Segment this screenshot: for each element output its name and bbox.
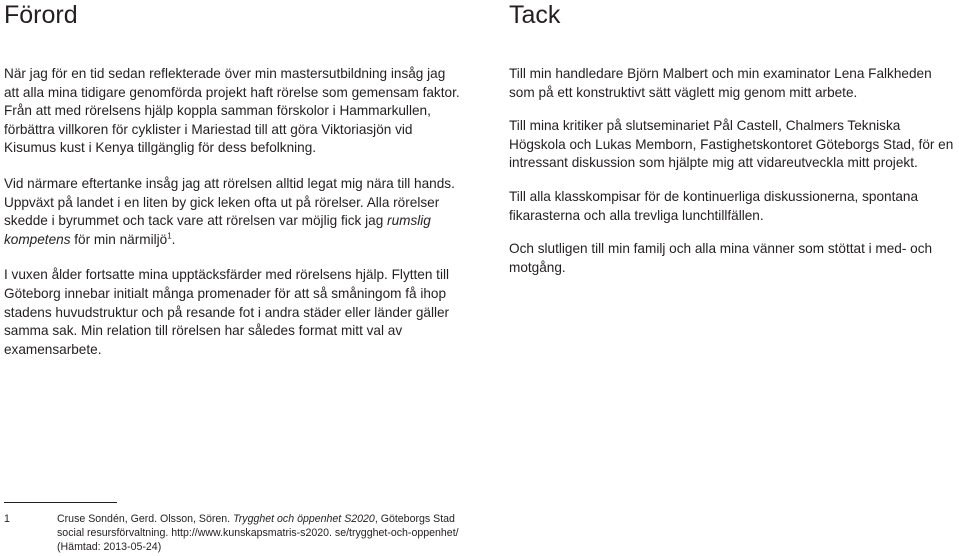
foreword-column [4, 0, 464, 357]
footnote-text [57, 512, 474, 554]
thanks-paragraph-1: Till min handledare Björn Malbert och min examinator Lena Falkheden som på ett konstruktivt sätt väglett mig genom mitt arbete. [509, 66, 932, 100]
footnote-rest: , Göteborgs Stad social resursförvaltning. http://www.kunskapsmatris-s2020. se/trygghet-och-oppenhet/ (Hämtad: 2013-05-24) [57, 513, 459, 553]
foreword-heading: Förord [4, 1, 78, 29]
foreword-paragraph-3: I vuxen ålder fortsatte mina upptäcksfärder med rörelsens hjälp. Flytten till Göteborg innebar initialt många promenader för att så småningom få ihop stadens huvudstruktur och på resande fot i andra städer eller länder gäller samma sak. Min relation till rörelsen har således format mitt val av examensarbete. [4, 267, 450, 357]
footnote-divider [4, 502, 117, 503]
thanks-paragraph-4: Och slutligen till min familj och alla mina vänner som stöttat i med- och motgång. [509, 241, 933, 275]
foreword-emphasis: rumslig kompetens [4, 213, 431, 247]
thanks-column [509, 0, 954, 275]
footnote-authors: Cruse Sondén, Gerd. Olsson, Sören. [57, 513, 234, 525]
foreword-body [4, 65, 464, 359]
footnote-title: Trygghet och öppenhet S2020 [233, 513, 375, 525]
foreword-paragraph-1: När jag för en tid sedan reflekterade över min mastersutbildning insåg jag att alla mina tidigare genomförda projekt haft rörelse som gemensam faktor. Från att med rörelsens hjälp koppla samman förskolor i Hammarkullen, förbättra villkoren för cyklister i Mariestad till att göra Viktoriasjön vid Kisumus kust i Kenya tillgänglig för dess befolkning. [4, 66, 460, 156]
footnote-reference[interactable]: 1 [167, 231, 172, 241]
thanks-paragraph-2: Till mina kritiker på slutseminariet Pål Castell, Chalmers Tekniska Högskola och Lukas Memborn, Fastighetskontoret Göteborgs Stad, för en intressant diskussion som hjälpte mig att vidareutveckla mitt projekt. [509, 118, 954, 171]
thanks-heading: Tack [509, 1, 561, 29]
thanks-paragraph-3: Till alla klasskompisar för de kontinuerliga diskussionerna, spontana fikarasterna och alla trevliga lunchtillfällen. [509, 188, 919, 223]
foreword-paragraph-2-text: Vid närmare eftertanke insåg jag att rörelsen alltid legat mig nära till hands. Uppväxt på landet i en liten by gick leken ofta ut på rörelser. Alla rörelser skedde i byrummet och tack vare att rörelsen var möjlig fick jag [4, 175, 455, 229]
foreword-paragraph-2 [4, 175, 464, 249]
foreword-paragraph-2-end: . [171, 231, 176, 247]
foreword-paragraph-2-tail: för min närmiljö [70, 231, 168, 247]
footnote-number: 1 [4, 513, 10, 525]
footnote [4, 512, 474, 554]
thanks-body [509, 65, 954, 277]
